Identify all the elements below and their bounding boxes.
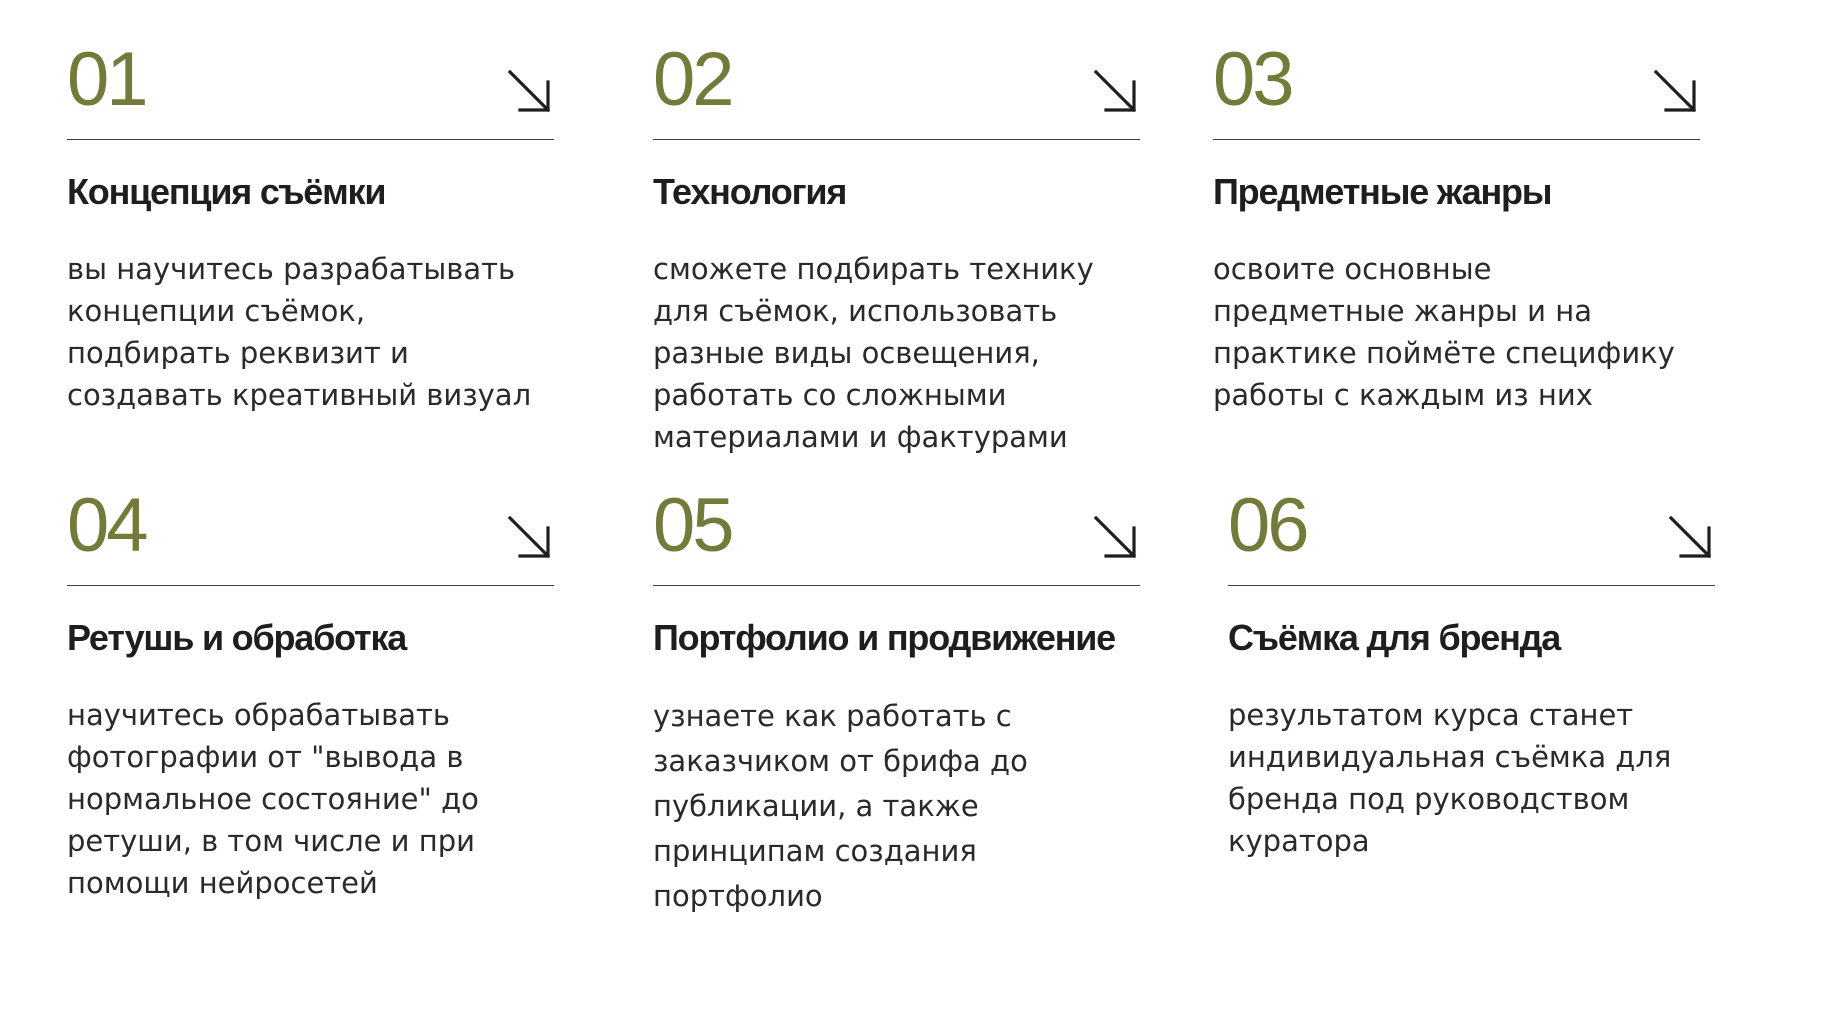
module-title: Концепция съёмки <box>67 171 386 212</box>
arrow-down-right-icon[interactable] <box>504 66 554 116</box>
module-number: 05 <box>653 483 732 568</box>
module-description: освоите основные предметные жанры и на практике поймёте специфику работы с каждым из них <box>1213 252 1675 412</box>
module-number: 02 <box>653 37 732 122</box>
module-description: вы научитесь разрабатывать концепции съёмок, подбирать реквизит и создавать креативный визуал <box>67 252 532 412</box>
module-number: 01 <box>67 37 146 122</box>
module-title: Ретушь и обработка <box>67 617 407 658</box>
module-header <box>67 0 554 140</box>
module-description: результатом курса станет индивидуальная съёмка для бренда под руководством куратора <box>1228 698 1672 858</box>
module-title: Предметные жанры <box>1213 171 1552 212</box>
arrow-down-right-icon[interactable] <box>1090 66 1140 116</box>
module-header <box>653 446 1140 586</box>
module-header <box>653 0 1140 140</box>
module-header <box>1213 0 1700 140</box>
course-module-card <box>1228 446 1715 862</box>
course-module-card <box>1213 0 1700 416</box>
course-module-card <box>67 0 554 416</box>
module-number: 03 <box>1213 37 1292 122</box>
module-title: Съёмка для бренда <box>1228 617 1561 658</box>
arrow-down-right-icon[interactable] <box>504 512 554 562</box>
module-title: Портфолио и продвижение <box>653 617 1115 658</box>
module-description: узнаете как работать с заказчиком от брифа до публикации, а также принципам создания портфолио <box>653 699 1028 913</box>
arrow-down-right-icon[interactable] <box>1665 512 1715 562</box>
arrow-down-right-icon[interactable] <box>1090 512 1140 562</box>
arrow-down-right-icon[interactable] <box>1650 66 1700 116</box>
module-header <box>1228 446 1715 586</box>
module-number: 04 <box>67 483 146 568</box>
course-module-card <box>653 0 1140 458</box>
course-module-card <box>653 446 1140 919</box>
course-module-card <box>67 446 554 904</box>
module-header <box>67 446 554 586</box>
module-description: сможете подбирать технику для съёмок, использовать разные виды освещения, работать со сложными материалами и фактурами <box>653 252 1094 454</box>
module-title: Технология <box>653 171 847 212</box>
module-number: 06 <box>1228 483 1307 568</box>
module-description: научитесь обрабатывать фотографии от "вывода в нормальное состояние" до ретуши, в том числе и при помощи нейросетей <box>67 698 479 900</box>
